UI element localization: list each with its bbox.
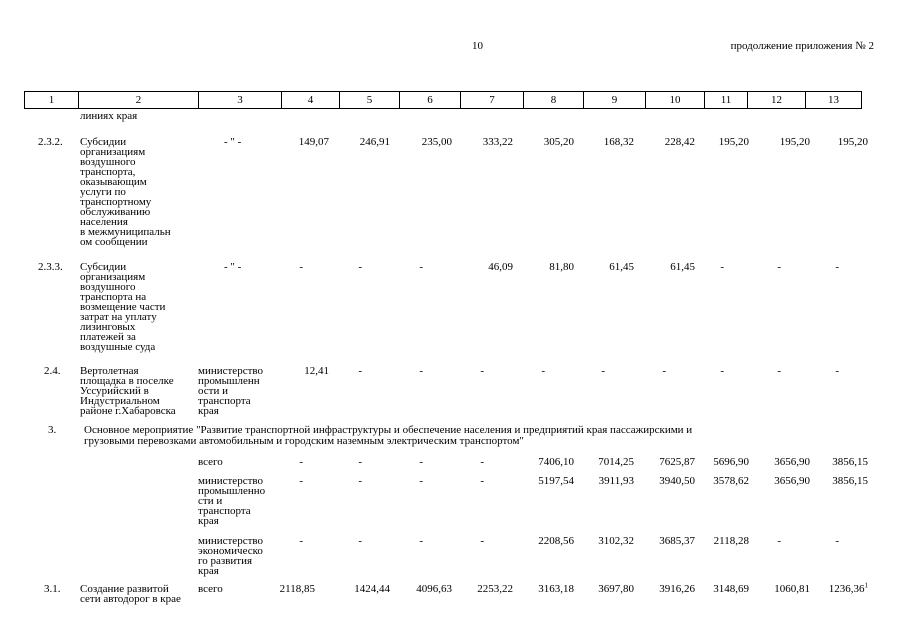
cell-value: 3163,18 [538,583,574,595]
cell-value: 195,20 [837,136,868,148]
cell-value: 3148,69 [713,583,749,595]
column-header-table [24,91,862,109]
cell-value: - [601,365,605,377]
cell-value: 2253,22 [477,583,513,595]
cell-value: - [358,365,362,377]
row-number: 2.3.2. [38,136,63,148]
cell-value: 3940,50 [659,475,695,487]
cell-value: 3856,15 [832,475,868,487]
cell-value: 2208,56 [538,535,574,547]
cell-value: 3578,62 [713,475,749,487]
footnote-mark: 1 [864,581,868,590]
column-header-row [25,92,862,109]
cell-value: 3685,37 [659,535,695,547]
cell-value: 195,20 [779,136,810,148]
column-header: 9 [584,92,646,109]
cell-value: 46,09 [488,261,513,273]
cell-value: - [358,475,362,487]
column-header: 7 [461,92,524,109]
row-executor: - " - [224,136,242,148]
cell-value: - [299,456,303,468]
cell-value: 12,41 [304,365,329,377]
row-executor: всего [198,583,223,595]
row-name: Субсидии организациям воздушного транспорта, оказывающим услуги по транспортному обслуживанию населения в межмуниципальн ом сообщении [80,136,171,248]
cell-value: - [720,365,724,377]
section-title-line-1: Основное мероприятие "Развитие транспортной инфраструктуры и обеспечение населения и предприятий края пассажирскими и [84,424,693,436]
cell-value: - [835,261,839,273]
cell-value: 195,20 [718,136,749,148]
cell-value: 3102,32 [598,535,634,547]
cell-value: 2118,85 [279,583,315,595]
cell-value: - [480,365,484,377]
cell-value: - [835,535,839,547]
row-executor: министерство экономическо го развития края [198,535,264,577]
cell-value: 3697,80 [598,583,634,595]
cell-value: 235,00 [421,136,452,148]
cell-value-with-footnote [828,581,868,595]
cell-value: - [480,475,484,487]
cell-value: - [299,261,303,273]
carry-over-text: линиях края [80,110,138,122]
row-number: 2.4. [44,365,61,377]
cell-value: 61,45 [609,261,634,273]
cell-value: - [662,365,666,377]
cell-value: 61,45 [670,261,695,273]
column-header: 5 [340,92,400,109]
column-header: 2 [79,92,199,109]
cell-value: 1236,36 [828,583,865,595]
cell-value: - [299,475,303,487]
cell-value: - [358,261,362,273]
cell-value: 5197,54 [538,475,574,487]
row-executor: всего [198,456,223,468]
cell-value: 2118,28 [713,535,749,547]
column-header: 3 [199,92,282,109]
cell-value: 149,07 [298,136,329,148]
cell-value: 7014,25 [598,456,634,468]
cell-value: 3656,90 [774,456,810,468]
cell-value: - [480,456,484,468]
page-number: 10 [472,40,483,52]
cell-value: - [777,365,781,377]
cell-value: - [480,535,484,547]
cell-value: 228,42 [664,136,695,148]
cell-value: - [720,261,724,273]
row-number: 2.3.3. [38,261,63,273]
cell-value: 3856,15 [832,456,868,468]
row-executor: - " - [224,261,242,273]
cell-value: 1060,81 [774,583,810,595]
column-header: 12 [748,92,806,109]
cell-value: - [419,456,423,468]
column-header: 10 [646,92,705,109]
cell-value: 7406,10 [538,456,574,468]
cell-value: 246,91 [359,136,390,148]
row-name: Создание развитой сети автодорог в крае [80,583,181,605]
cell-value: 305,20 [543,136,574,148]
row-number: 3. [48,424,57,436]
row-name: Субсидии организациям воздушного транспорта на возмещение части затрат на уплату лизинговых платежей за воздушные суда [80,261,166,353]
cell-value: 4096,63 [416,583,452,595]
column-header: 4 [282,92,340,109]
cell-value: - [835,365,839,377]
cell-value: - [777,261,781,273]
cell-value: 3656,90 [774,475,810,487]
section-title-line-2: грузовыми перевозками автомобильным и городским наземным электрическим транспортом" [84,435,524,447]
cell-value: - [299,535,303,547]
row-executor: министерство промышленн ости и транспорта края [198,365,264,417]
cell-value: 7625,87 [659,456,695,468]
cell-value: - [419,475,423,487]
cell-value: 5696,90 [713,456,749,468]
cell-value: 333,22 [482,136,513,148]
cell-value: - [777,535,781,547]
column-header: 1 [25,92,79,109]
cell-value: - [419,365,423,377]
cell-value: - [419,261,423,273]
column-header: 6 [400,92,461,109]
column-header: 8 [524,92,584,109]
cell-value: - [419,535,423,547]
row-name: Вертолетная площадка в поселке Уссурийский в Индустриальном районе г.Хабаровска [80,365,176,417]
column-header: 13 [806,92,862,109]
continuation-note: продолжение приложения № 2 [730,40,874,52]
column-header: 11 [705,92,748,109]
cell-value: 3916,26 [659,583,695,595]
cell-value: 1424,44 [354,583,390,595]
cell-value: 168,32 [603,136,634,148]
row-executor: министерство промышленно сти и транспорта края [198,475,266,527]
cell-value: - [358,535,362,547]
cell-value: - [358,456,362,468]
cell-value: - [541,365,545,377]
cell-value: 81,80 [549,261,574,273]
cell-value: 3911,93 [598,475,634,487]
row-number: 3.1. [44,583,61,595]
